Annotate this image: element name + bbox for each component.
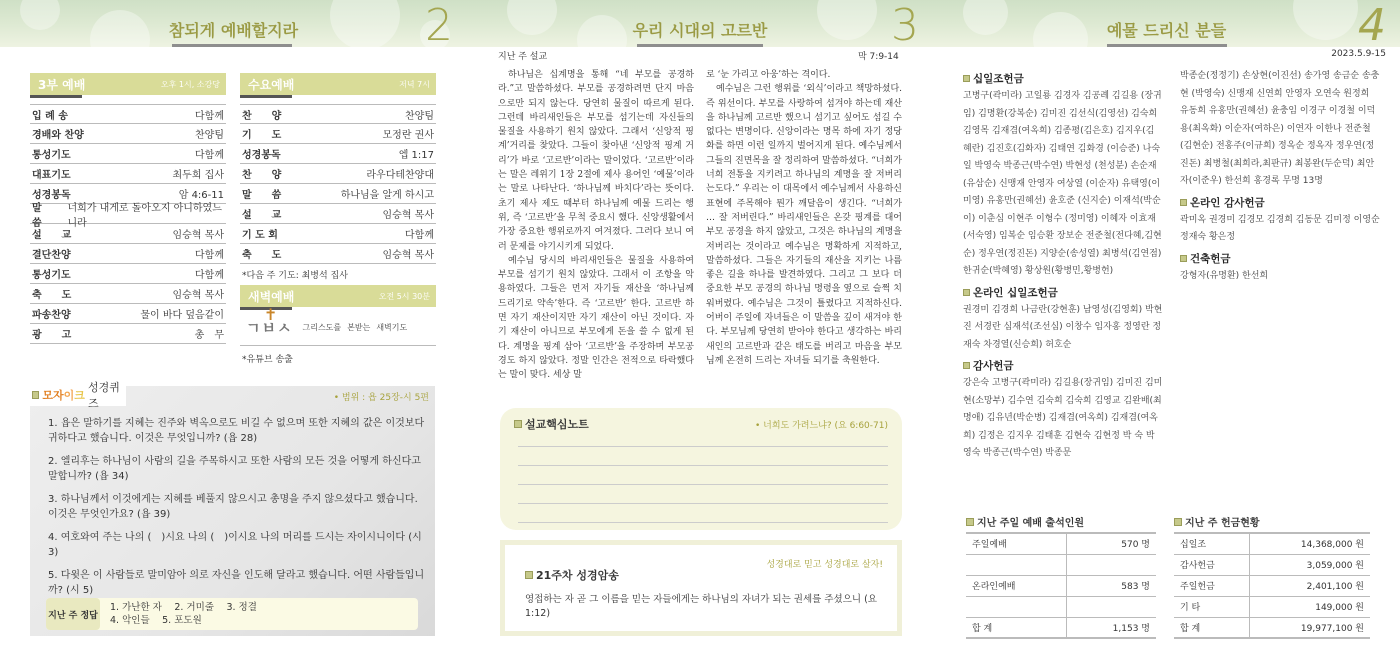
page-header — [0, 0, 467, 47]
row-value: 최두희 집사 — [172, 170, 224, 181]
section-time: 저녁 7시 — [399, 80, 430, 89]
sermon-paragraph: 예수님은 그런 행위를 ‘외식’이라고 책망하셨다. 즉 위선이다. 부모를 사랑하여 섬겨야 하는데 재산을 하나님께 고르반 했으니 섬기고 싶어도 섬길 수 없다는 변명이다. 신앙이라는 명목 하에 자기 정당화를 하면 이런 일까지 벌어지게 된다. 예수님께서 그들의 진면목을 잘 정리하여 말씀하셨다. “너희가 너희 전통을 지키려고 하나님의 계명을 잘 저버리는도다.” 우리는 이 대목에서 예수님께서 사용하신 표현에 주목해야 뭔가 깨달음이 생긴다. “너희가 … 잘 저버린다.” 바리새인들은 온갖 핑계를 대어 부모 공경을 하지 않았고, 그것은 하나님의 계명을 저버리는 것이라고 예수님은 명확하게 지적하고, 말씀하셨다. 그들은 자기들의 재산을 지키는 나름 좋은 길을 하나를 발견하였다. 그리고 그 보다 더 중요한 부모 공경의 하나님 명령을 옆으로 슬쩍 치워버렸다. 예수님은 그것이 틀렸다고 지적하신다. 어버이 주일에 자녀들은 이 말씀을 깊이 새겨야 한다. 부모님께 당연히 받아야 한다고 생각하는 바리새인의 고르반과 같은 태도를 버리고 마음을 부모님께 온전히 드리는 자녀들 되기를 축원한다. — [706, 84, 902, 366]
tithe-title: 십일조헌금 — [963, 70, 1163, 88]
row-value: 찬양팀 — [195, 130, 224, 141]
header-underline — [172, 44, 292, 47]
schedule-row — [240, 104, 436, 124]
cell-value: 1,153 명 — [1067, 617, 1156, 638]
row-value: 총 무 — [194, 330, 224, 341]
schedule-row — [30, 284, 226, 304]
schedule-row — [240, 204, 436, 224]
logo-word: 그리스도를 — [302, 323, 342, 332]
row-value: 엡 1:17 — [398, 150, 434, 161]
sermon-label: 지난 주 설교 — [498, 52, 548, 62]
memory-motto: 성경대로 믿고 성경대로 살자! — [766, 560, 883, 570]
row-label: 말 씀 — [32, 202, 62, 229]
row-value: 임승혁 목사 — [382, 250, 434, 261]
schedule-row — [30, 144, 226, 164]
row-label: 축 도 — [242, 250, 282, 261]
bullet-square-icon — [1180, 199, 1187, 206]
row-value: 임승혁 목사 — [382, 210, 434, 221]
row-label: 찬 양 — [242, 170, 282, 181]
schedule-row — [240, 144, 436, 164]
quiz-question: 1. 욥은 말하기를 지혜는 진주와 벽옥으로도 비길 수 없으며 또한 지혜의 값은 이것보다 귀하다고 했습니다. 이것은 무엇입니까? (욥 28) — [48, 418, 425, 444]
note-line[interactable] — [518, 484, 888, 485]
bullet-square-icon — [963, 362, 970, 369]
table-row — [966, 554, 1156, 575]
cell-label: 기 타 — [1174, 596, 1249, 617]
schedule-row — [30, 104, 226, 124]
bullet-square-icon — [1174, 518, 1182, 526]
table-row — [1174, 596, 1370, 617]
row-label: 설 교 — [32, 230, 72, 241]
header-underline — [637, 44, 763, 47]
memory-title: 21주차 성경암송 — [525, 567, 619, 583]
offerings-column-1 — [963, 68, 1163, 463]
cell-value: 14,368,000 원 — [1249, 533, 1370, 554]
header-title: 참되게 예배할지라 — [168, 21, 299, 40]
thanks-title: 감사헌금 — [963, 357, 1163, 375]
quiz-question: 5. 다윗은 이 사람들로 말미암아 의로 자신을 인도해 달라고 했습니다. 어떤 사람들입니까? (시 5) — [48, 570, 425, 596]
sermon-column-2 — [706, 68, 902, 368]
table-row — [966, 575, 1156, 596]
cell-label — [966, 596, 1067, 617]
thanks-names-continued: 박종순(정정기) 손상현(이진선) 송가영 송금순 송충현 (박영숙) 신맹재 신연희 안영자 오연숙 원정희 유동희 유홍만(권혜선) 윤충임 이경구 이경철 이덕용(최옥화) 이순자(여하은) 이연자 이한나 전준철(김현순) 전홍주(이규희) 정옥순 정옥자 정우연(정진돈) 최병철(최희라,최판규) 최봉완(두순덕) 최안자(이준우) 한선희 홍경록 무명 13명 — [1180, 71, 1380, 186]
row-label: 기 도 회 — [242, 230, 278, 241]
page-number: 4 — [1358, 0, 1386, 47]
attendance-table — [966, 514, 1156, 639]
cell-value: 2,401,100 원 — [1249, 575, 1370, 596]
notes-title: 설교핵심노트 — [514, 416, 589, 432]
sermon-column-1 — [498, 68, 694, 383]
header-title: 예물 드리신 분들 — [1106, 21, 1227, 40]
schedule-row — [30, 202, 226, 229]
page-header — [467, 0, 933, 47]
row-value: 너희가 내게로 돌아오지 아니하였느니라 — [67, 202, 222, 229]
row-label: 찬 양 — [242, 110, 282, 122]
section-title: 수요예배 — [248, 78, 295, 92]
table-row — [1174, 575, 1370, 596]
youtube-broadcast-note: *유튜브 송출 — [242, 355, 293, 365]
page-number: 2 — [425, 0, 453, 47]
section-title: 새벽예배 — [248, 290, 295, 304]
quiz-range: • 범위 : 욥 25장-시 5편 — [333, 393, 429, 403]
offerings-column-2 — [1180, 68, 1380, 285]
schedule-row — [30, 324, 226, 344]
table-row — [966, 617, 1156, 638]
online-tithe-title: 온라인 십일조헌금 — [963, 284, 1163, 302]
row-label: 성경봉독 — [242, 150, 281, 161]
sermon-paragraph: 예수님 당시의 바리새인들은 물질을 사용하여 부모를 섬기기 원치 않았다. 그래서 이 조항을 악용하였다. 그들은 먼저 자기들 재산을 ‘하나님께 드리기로 약속’한다. 즉 ‘고르반’ 한다. 고르반 하면 자기 재산이지만 자기 재산이 아닌 것이다. 자기 재산이 아니므로 부모에게 돈을 쓸 수 없게 된다. 계명을 핑계 삼아 ‘고르반’을 주장하며 부모공경도 하지 않았다. 정말 인간은 전적으로 타락했다는 말이 맞다. 세상 말 — [498, 255, 694, 381]
note-line[interactable] — [518, 446, 888, 447]
cell-label: 감사헌금 — [1174, 554, 1249, 575]
logo-word: 본받는 — [347, 323, 371, 332]
schedule-row — [30, 304, 226, 324]
sermon-reference: 막 7:9-14 — [858, 52, 899, 62]
cross-icon: ✝ — [264, 305, 279, 324]
cell-label: 온라인예배 — [966, 575, 1067, 596]
notes-reference: • 너희도 가려느냐? (요 6:60-71) — [754, 421, 888, 431]
row-label: 광 고 — [32, 330, 72, 341]
bullet-square-icon — [32, 391, 39, 399]
quiz-title: 모 자 이 크 성경퀴즈 — [30, 384, 126, 406]
header-underline — [1107, 44, 1227, 47]
answers-label: 지난 주 정답 — [46, 598, 100, 630]
bullet-square-icon — [514, 420, 522, 428]
bullet-square-icon — [966, 518, 974, 526]
sermon-paragraph: 로 ‘눈 가리고 아웅’하는 격이다. — [706, 70, 831, 80]
cell-label: 십일조 — [1174, 533, 1249, 554]
schedule-row — [240, 124, 436, 144]
online-thanks-names: 곽미옥 권경미 김경모 김경희 김동문 김미정 이영순 정재숙 황은정 — [1180, 214, 1380, 242]
row-value: 다함께 — [195, 110, 224, 122]
header-title: 우리 시대의 고르반 — [632, 21, 768, 40]
cell-value — [1067, 596, 1156, 617]
cell-value: 570 명 — [1067, 533, 1156, 554]
section-time: 오후 1시, 소강당 — [160, 80, 220, 89]
building-title: 건축헌금 — [1180, 250, 1380, 268]
note-line[interactable] — [518, 503, 888, 504]
online-tithe-names: 권경미 김경희 나금란(강현훈) 남영성(김영회) 박현진 서경란 심재석(조선심) 이창수 임자홍 정영란 정재숙 차경열(신승희) 허호순 — [963, 304, 1163, 350]
table-row — [966, 596, 1156, 617]
cell-value: 583 명 — [1067, 575, 1156, 596]
section-time: 오전 5시 30분 — [378, 292, 430, 301]
bible-quiz — [30, 381, 435, 636]
table-row — [1174, 533, 1370, 554]
row-value: 찬양팀 — [405, 110, 434, 122]
row-value: 모정란 권사 — [382, 130, 434, 141]
table-row — [1174, 617, 1370, 638]
thanks-names: 강은숙 고병구(곽미라) 김길용(장귀임) 김미진 김미현(소망부) 김수연 김숙희 김숙희 김영교 김완배(최명애) 김유년(박순병) 김재겸(여옥희) 김재겸(여옥희) 김정은 김지우 김태훈 김현숙 김현정 박 숙 박영숙 박종근(박수연) 박종문 — [963, 378, 1163, 458]
section-title: 3부 예배 — [38, 78, 86, 92]
page-number: 3 — [891, 0, 919, 47]
logo-mark: ㄱㅂㅅ ✝ — [246, 305, 293, 337]
cell-value: 19,977,100 원 — [1249, 617, 1370, 638]
date-range: 2023.5.9-15 — [1331, 49, 1386, 59]
schedule-row — [240, 184, 436, 204]
logo-word: 새벽기도 — [376, 323, 408, 332]
bullet-square-icon — [525, 571, 533, 579]
schedule-row — [30, 124, 226, 144]
row-label: 대표기도 — [32, 170, 71, 181]
offering-status-title: 지난 주 헌금현황 — [1174, 514, 1370, 529]
memory-verse: 영접하는 자 곧 그 이름을 믿는 자들에게는 하나님의 자녀가 되는 권세를 주셨으니 (요 1:12) — [525, 594, 877, 619]
row-value: 라우다테찬양대 — [366, 170, 434, 181]
bullet-square-icon — [963, 75, 970, 82]
quiz-question: 4. 여호와여 주는 나의 ( )시요 나의 ( )이시요 나의 머리를 드시는 자이시니이다 (시 3) — [48, 532, 422, 558]
row-label: 파송찬양 — [32, 310, 71, 321]
row-label: 통성기도 — [32, 270, 71, 281]
row-label: 입 례 송 — [32, 110, 68, 122]
row-label: 통성기도 — [32, 150, 71, 161]
row-label: 결단찬양 — [32, 250, 71, 261]
wednesday-service-schedule — [240, 73, 436, 369]
row-value: 임승혁 목사 — [172, 230, 224, 241]
table-row — [966, 533, 1156, 554]
quiz-question: 2. 엘리후는 하나님이 사람의 길을 주목하시고 또한 사람의 모든 것을 어떻게 하신다고 말합니까? (욥 34) — [48, 456, 421, 482]
last-week-answers — [46, 598, 418, 630]
note-line[interactable] — [518, 465, 888, 466]
answers-text: 1. 가난한 자 2. 거미줄 3. 정결 4. 악인들 5. 포도원 — [110, 602, 257, 626]
schedule-row — [30, 244, 226, 264]
attendance-title: 지난 주일 예배 출석인원 — [966, 514, 1156, 529]
row-label: 기 도 — [242, 130, 282, 141]
row-value: 다함께 — [195, 270, 224, 281]
cell-label: 주일헌금 — [1174, 575, 1249, 596]
cell-value: 3,059,000 원 — [1249, 554, 1370, 575]
row-label: 축 도 — [32, 290, 72, 301]
section-header — [240, 73, 436, 95]
schedule-row — [240, 244, 436, 264]
row-value: 다함께 — [405, 230, 434, 241]
section-header — [30, 73, 226, 95]
cell-label — [966, 554, 1067, 575]
building-names: 강형자(유명환) 한선희 — [1180, 270, 1269, 281]
row-value: 다함께 — [195, 150, 224, 161]
dawn-prayer-logo — [240, 305, 436, 346]
quiz-question: 3. 하나님께서 이것에게는 지혜를 베풀지 않으시고 총명을 주지 않으셨다고 했습니다. 이것은 무엇인가요? (욥 39) — [48, 494, 418, 520]
row-value: 하나님을 알게 하시고 — [340, 190, 434, 201]
cell-value — [1067, 554, 1156, 575]
dawn-section-header — [240, 285, 436, 307]
sunday-3rd-service-schedule — [30, 73, 226, 344]
row-label: 설 교 — [242, 210, 282, 221]
schedule-row — [240, 164, 436, 184]
sermon-notes-box — [500, 408, 902, 530]
offering-status-table — [1174, 514, 1370, 639]
row-value: 임승혁 목사 — [172, 290, 224, 301]
row-value: 물이 바다 덮음같이 — [140, 310, 224, 321]
table-row — [1174, 554, 1370, 575]
cell-label: 주일예배 — [966, 533, 1067, 554]
sermon-paragraph: 하나님은 십계명을 통해 “네 부모를 공경하라.”고 말씀하셨다. 부모를 공경하려면 단지 마음으로만 되지 않는다. 당연히 물질이 따르게 된다. 그런데 바리새인들은 부모를 섬기는데 자신들의 물질을 사용하기 원치 않았다. 그래서 ‘신앙적 핑계’거리를 찾았다. 그들이 찾아낸 ‘신앙적 핑계 거리’가 바로 ‘고르반’이라는 말이었다. ‘고르반’이라는 말은 레위기 1장 2절에 제사 용어인 ‘예물’이라는 말로 나타난다. ‘하나님께 바치다’라는 뜻이다. 초기 제사 제도 때부터 하나님께 예물 드리는 행위, 즉 ‘고르반’을 무척 중요시 했다. 신앙생활에서 가장 중요한 행위로까지 여겨졌다. 그러다 보니 여러 문제를 야기시키게 되었다. — [498, 70, 694, 252]
note-line[interactable] — [518, 522, 888, 523]
page-header — [933, 0, 1400, 47]
next-week-prayer-note: *다음 주 기도: 최병석 집사 — [242, 271, 348, 281]
row-label: 말 씀 — [242, 190, 282, 201]
schedule-row — [30, 164, 226, 184]
online-thanks-title: 온라인 감사헌금 — [1180, 194, 1380, 212]
cell-label: 합 계 — [1174, 617, 1249, 638]
memory-verse-box — [500, 540, 902, 636]
row-label: 경배와 찬양 — [32, 130, 84, 141]
tithe-names: 고병구(곽미라) 고일룡 김경자 김공례 김길용 (장귀임) 김명환(강복순) 김미진 김선식(김영선) 김숙희 김영목 김재겸(여옥희) 김종평(김은호) 김지우(김혜란) 김진호(김화자) 김태연 김화경 (이승준) 나숙일 박영숙 박종근(박수연) 박현성 (천성분) 손순재(유삼순) 신맹재 안영자 여상열 (이순자) 유택영(이미영) 유홍만(권혜선) 윤호준 (신지순) 이재석(박순이) 이춘심 이현주 이형수 (정미영) 이혜자 이효재(서숙영) 임복순 임승환 장보순 전준철(전다혜,김현순) 정우연(정진돈) 지양순(송성열) 최병석(김연점) 한귀순(박혜영) 황상원(황병민,황병헌) — [963, 91, 1162, 276]
bullet-square-icon — [1180, 255, 1187, 262]
page-2 — [0, 0, 467, 662]
cell-value: 149,000 원 — [1249, 596, 1370, 617]
schedule-row — [240, 224, 436, 244]
row-label: 성경봉독 — [32, 190, 71, 201]
schedule-row — [30, 264, 226, 284]
row-value: 암 4:6-11 — [178, 190, 224, 201]
cell-label: 합 계 — [966, 617, 1067, 638]
row-value: 다함께 — [195, 250, 224, 261]
page-4 — [933, 0, 1400, 662]
bullet-square-icon — [963, 289, 970, 296]
